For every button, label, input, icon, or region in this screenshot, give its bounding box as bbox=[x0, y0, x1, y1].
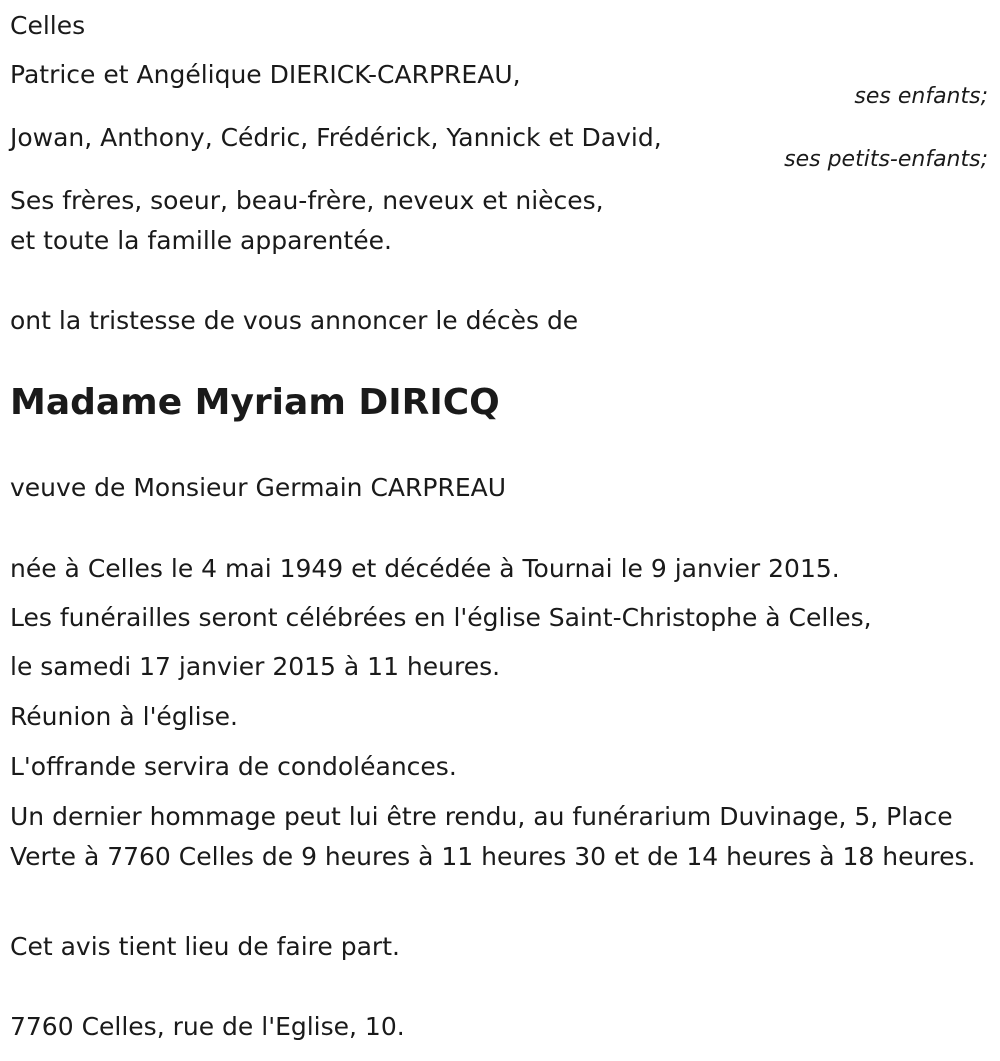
grandchildren-names: Jowan, Anthony, Cédric, Frédérick, Yannick et David, bbox=[10, 123, 662, 152]
tribute: Un dernier hommage peut lui être rendu, au funérarium Duvinage, 5, Place Verte à 7760 Celles de 9 heures à 11 heures 30 et de 14 heures à 18 heures. bbox=[10, 802, 976, 871]
widow-of: veuve de Monsieur Germain CARPREAU bbox=[10, 473, 507, 502]
offering: L'offrande servira de condoléances. bbox=[10, 752, 457, 781]
notice-note: Cet avis tient lieu de faire part. bbox=[10, 932, 400, 961]
birth-death: née à Celles le 4 mai 1949 et décédée à Tournai le 9 janvier 2015. bbox=[10, 554, 840, 583]
locality: Celles bbox=[10, 11, 86, 40]
address: 7760 Celles, rue de l'Eglise, 10. bbox=[10, 1012, 405, 1041]
children-role: ses enfants; bbox=[854, 84, 988, 109]
funeral-line-1: Les funérailles seront célébrées en l'église Saint-Christophe à Celles, bbox=[10, 603, 872, 632]
grandchildren-role: ses petits-enfants; bbox=[784, 147, 988, 172]
meeting: Réunion à l'église. bbox=[10, 702, 238, 731]
relatives-line-2: et toute la famille apparentée. bbox=[10, 226, 392, 255]
announcement: ont la tristesse de vous annoncer le décès de bbox=[10, 306, 579, 335]
deceased-name: Madame Myriam DIRICQ bbox=[10, 382, 500, 423]
children-names: Patrice et Angélique DIERICK-CARPREAU, bbox=[10, 60, 521, 89]
relatives-line-1: Ses frères, soeur, beau-frère, neveux et nièces, bbox=[10, 186, 604, 215]
funeral-line-2: le samedi 17 janvier 2015 à 11 heures. bbox=[10, 652, 501, 681]
